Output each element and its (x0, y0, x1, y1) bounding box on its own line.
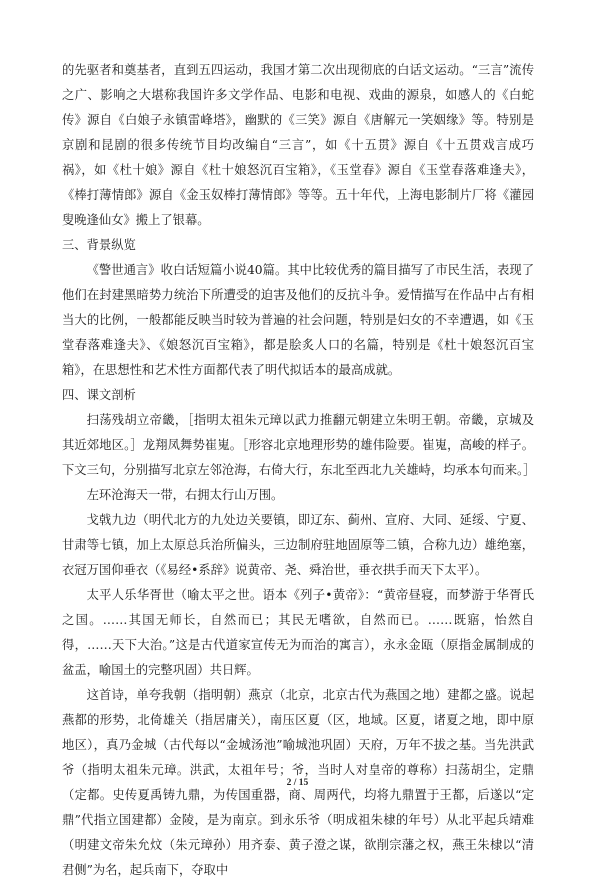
page-number: 2 / 15 (286, 778, 309, 788)
document-body (62, 58, 534, 883)
section-heading-background: 三、背景纵览 (62, 238, 136, 252)
section-heading-analysis: 四、课文剖析 (62, 388, 136, 402)
paragraph-intro-continued: 的先驱者和奠基者，直到五四运动，我国才第二次出现彻底的白话文运动。“三言”流传之广、影响之大堪称我国许多文学作品、电影和电视、戏曲的源泉，如感人的《白蛇传》源自《白娘子永镇雷峰塔》，幽默的《三笑》源自《唐解元一笑姻缘》等。特别是京剧和昆剧的很多传统节目均改编自“三言”，如《十五贯》源自《十五贯戏言成巧祸》，如《杜十娘》源自《杜十娘怒沉百宝箱》，《玉堂春》源自《玉堂春落难逢夫》，《棒打薄情郎》源自《金玉奴棒打薄情郎》等等。五十年代，上海电影制片厂将《灌园叟晚逢仙女》搬上了银幕。 (62, 63, 534, 227)
paragraph-poem-line-1: 扫荡残胡立帝畿，［指明太祖朱元璋以武力推翻元朝建立朱明王朝。帝畿，京城及其近郊地区。］龙翔凤舞势崔嵬。［形容北京地理形势的雄伟险要。崔嵬，高峻的样子。下文三句，分别描写北京左邻沧海，右倚大行，东北至西北九关雄峙，均承本句而来。］ (62, 413, 536, 477)
paragraph-background: 《警世通言》收白话短篇小说40篇。其中比较优秀的篇目描写了市民生活，表现了他们在封建黑暗势力统治下所遭受的迫害及他们的反抗斗争。爱情描写在作品中占有相当大的比例，一般都能反映当时较为普遍的社会问题，特别是妇女的不幸遭遇，如《玉堂春落难逢夫》、《娘怒沉百宝箱》，都是脍炙人口的名篇，特别是《杜十娘怒沉百宝箱》，在思想性和艺术性方面都代表了明代拟话本的最高成就。 (62, 263, 534, 377)
paragraph-poem-line-4: 太平人乐华胥世（喻太平之世。语本《列子•黄帝》：“黄帝昼寝，而梦游于华胥氏之国。……其国无师长，自然而已；其民无嗜欲，自然而已。……既寤，怡然自得，……天下大治。”这是古代道家宣传无为而治的寓言），永永金瓯（原指金属制成的盆盂，喻国土的完整巩固）共日辉。 (62, 588, 534, 677)
paragraph-poem-commentary: 这首诗，单夸我朝（指明朝）燕京（北京，北京古代为燕国之地）建都之盛。说起燕都的形势，北倚雄关（指居庸关），南压区夏（区，地域。区夏，诸夏之地，即中原地区），真乃金城（古代每以“金城汤池”喻城池巩固）天府，万年不拔之基。当先洪武爷（指明太祖朱元璋。洪武，太祖年号；爷，当时人对皇帝的尊称）扫荡胡尘，定鼎（定都。史传夏禹铸九鼎，为传国重器，商、周两代，均将九鼎置于王都，后遂以“定鼎”代指立国建都）金陵，是为南京。到永乐爷（明成祖朱棣的年号）从北平起兵靖难（明建文帝朱允炆（朱元璋孙）用齐泰、黄子澄之谋，欲削宗藩之权，燕王朱棣以“清君侧”为名，起兵南下，夺取中 (62, 688, 534, 877)
paragraph-poem-line-3: 戈戟九边（明代北方的九处边关要镇，即辽东、蓟州、宣府、大同、延绥、宁夏、甘肃等七镇，加上太原总兵治所偏头，三边制府驻地固原等二镇，合称九边）雄绝塞，衣冠万国仰垂衣（《易经•系辞》说黄帝、尧、舜治世，垂衣拱手而天下太平）。 (62, 513, 534, 577)
paragraph-poem-line-2: 左环沧海天一带，右拥太行山万围。 (86, 488, 284, 502)
